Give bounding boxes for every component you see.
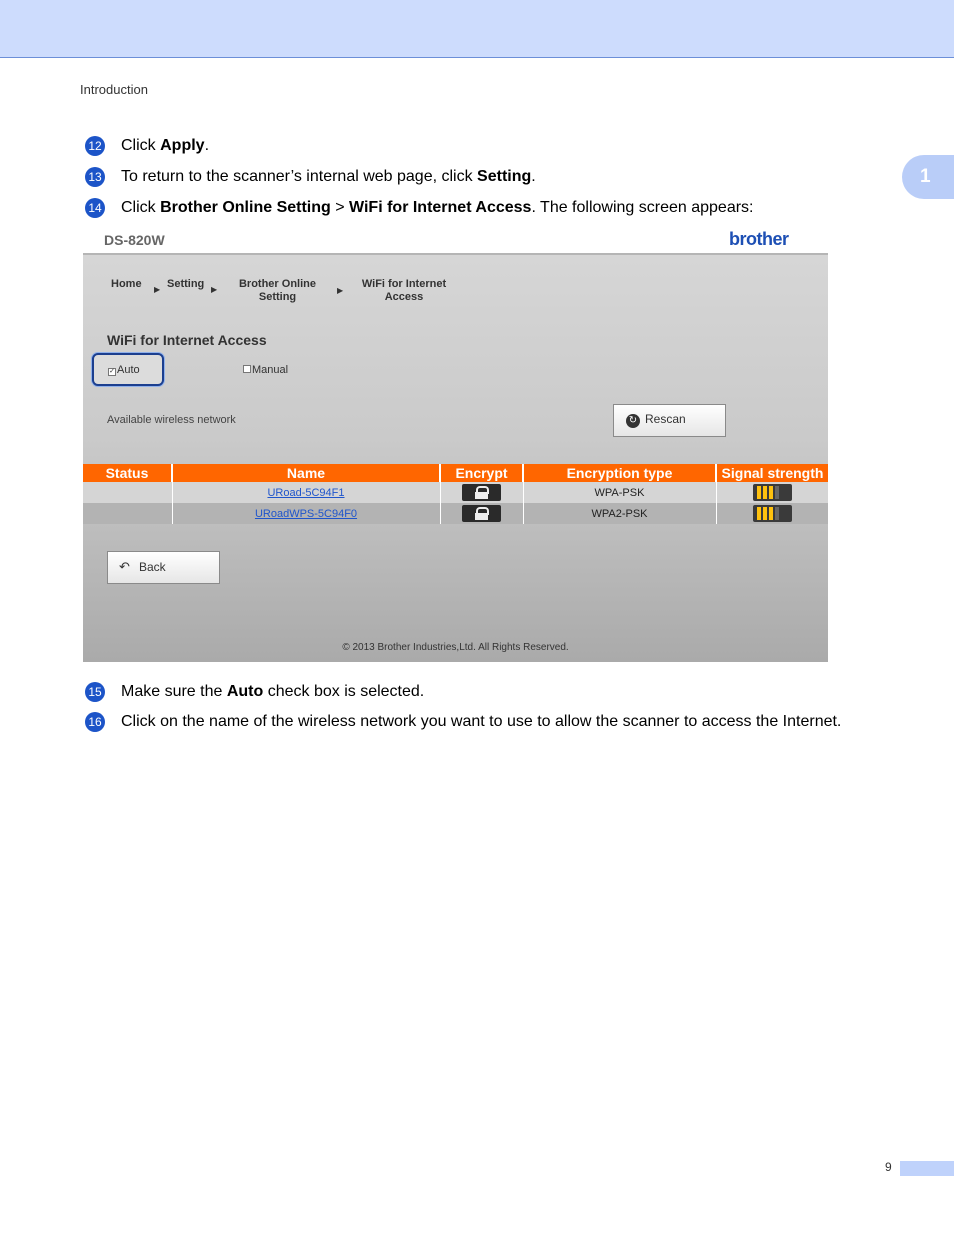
column-header-signal-strength: Signal strength <box>716 464 828 482</box>
available-networks-label: Available wireless network <box>107 414 236 426</box>
breadcrumb-arrow-icon: ▶ <box>211 285 218 294</box>
lock-icon <box>462 484 501 501</box>
page-title: WiFi for Internet Access <box>107 332 267 348</box>
encrypt-cell <box>440 482 523 503</box>
column-header-status: Status <box>83 464 172 482</box>
breadcrumb-setting[interactable]: Setting <box>167 278 205 290</box>
step-16 <box>85 712 842 732</box>
signal-cell <box>716 482 828 503</box>
breadcrumb-arrow-icon: ▶ <box>337 286 344 295</box>
column-header-encrypt: Encrypt <box>440 464 523 482</box>
step-text: Click Apply. <box>121 137 210 154</box>
checkbox-unchecked-icon <box>243 365 251 373</box>
step-number-badge: 14 <box>85 198 105 218</box>
network-table <box>83 464 828 524</box>
step-15 <box>85 682 425 702</box>
chapter-tab: 1 <box>902 155 954 199</box>
step-number-badge: 15 <box>85 682 105 702</box>
embedded-screenshot <box>83 225 828 662</box>
status-cell <box>83 482 172 503</box>
step-12 <box>85 136 210 156</box>
top-header-band <box>0 0 954 58</box>
status-cell <box>83 503 172 524</box>
step-number-badge: 16 <box>85 712 105 732</box>
step-13 <box>85 167 536 187</box>
page-number-tab <box>900 1161 954 1176</box>
page-number: 9 <box>885 1160 892 1174</box>
signal-cell <box>716 503 828 524</box>
checkbox-checked-icon: ✓ <box>109 368 115 375</box>
model-name: DS-820W <box>104 232 165 248</box>
breadcrumb-arrow-icon: ▶ <box>154 285 161 294</box>
step-14 <box>85 198 754 218</box>
refresh-icon: ↻ <box>626 414 640 428</box>
signal-strength-icon <box>753 505 792 522</box>
brother-logo: brother <box>729 229 789 249</box>
rescan-button[interactable]: ↻ Rescan <box>613 404 726 437</box>
network-link[interactable]: URoad-5C94F1 <box>267 486 345 499</box>
step-text: Click on the name of the wireless network you want to use to allow the scanner to access the Internet. <box>121 713 842 730</box>
breadcrumb-home[interactable]: Home <box>111 278 142 290</box>
encrypt-cell <box>440 503 523 524</box>
step-number-badge: 12 <box>85 136 105 156</box>
table-row <box>83 503 828 524</box>
screenshot-body <box>83 255 828 662</box>
network-link[interactable]: URoadWPS-5C94F0 <box>254 507 358 520</box>
breadcrumb-brother-online[interactable]: Brother Online Setting <box>238 278 316 303</box>
name-cell <box>172 482 440 503</box>
copyright-text: © 2013 Brother Industries,Ltd. All Rights Reserved. <box>342 642 569 653</box>
table-row <box>83 482 828 503</box>
column-header-encryption-type: Encryption type <box>523 464 716 482</box>
step-number-badge: 13 <box>85 167 105 187</box>
section-label: Introduction <box>80 82 148 97</box>
name-cell <box>172 503 440 524</box>
auto-checkbox[interactable]: ✓ Auto <box>109 364 140 376</box>
back-arrow-icon: ↶ <box>119 559 130 574</box>
back-button[interactable]: ↶ Back <box>107 551 220 584</box>
signal-strength-icon <box>753 484 792 501</box>
lock-icon <box>462 505 501 522</box>
step-text: Make sure the Auto check box is selected. <box>121 683 425 700</box>
encryption-type-cell: WPA-PSK <box>523 482 716 503</box>
manual-checkbox[interactable]: Manual <box>243 364 288 376</box>
encryption-type-cell: WPA2-PSK <box>523 503 716 524</box>
column-header-name: Name <box>172 464 440 482</box>
screenshot-header <box>83 225 828 255</box>
step-text: To return to the scanner’s internal web page, click Setting. <box>121 168 536 185</box>
breadcrumb-wifi-internet: WiFi for Internet Access <box>361 278 447 303</box>
step-text: Click Brother Online Setting > WiFi for Internet Access. The following screen appears: <box>121 199 754 216</box>
